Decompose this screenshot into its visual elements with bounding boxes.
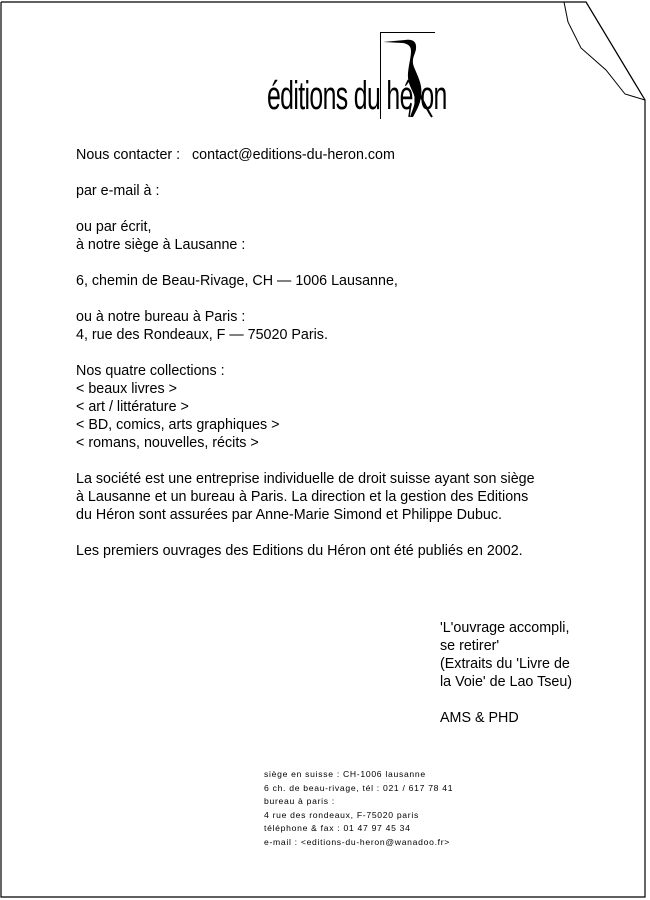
footer-line: téléphone & fax : 01 47 97 45 34 <box>264 823 411 834</box>
paris-address: 4, rue des Rondeaux, F — 75020 Paris. <box>76 327 328 343</box>
contact-email[interactable]: contact@editions-du-heron.com <box>192 147 395 163</box>
contact-line <box>76 146 596 164</box>
about-line: La société est une entreprise individuelle de droit suisse ayant son siège <box>76 471 535 487</box>
collection-item: < art / littérature > <box>76 399 189 415</box>
quote-line: la Voie' de Lao Tseu) <box>440 674 573 690</box>
publisher-logo <box>267 32 447 122</box>
footer-line: 4 rue des rondeaux, F-75020 paris <box>264 809 419 820</box>
by-email-label: par e-mail à : <box>76 183 160 199</box>
contact-heading: Nous contacter : <box>76 147 181 163</box>
quote-line: 'L'ouvrage accompli, <box>440 620 570 636</box>
about-line: à Lausanne et un bureau à Paris. La direction et la gestion des Editions <box>76 489 529 505</box>
collection-item: < BD, comics, arts graphiques > <box>76 417 280 433</box>
by-mail-line-1: ou par écrit, <box>76 219 152 235</box>
paris-intro: ou à notre bureau à Paris : <box>76 309 246 325</box>
about-line: du Héron sont assurées par Anne-Marie Simond et Philippe Dubuc. <box>76 507 502 523</box>
collection-item: < beaux livres > <box>76 381 177 397</box>
collections-heading: Nos quatre collections : <box>76 363 225 379</box>
main-content <box>76 146 596 560</box>
footer-email[interactable]: e-mail : <editions-du-heron@wanadoo.fr> <box>264 836 451 847</box>
quote-line: (Extraits du 'Livre de <box>440 656 570 672</box>
footer-line: siège en suisse : CH-1006 lausanne <box>264 769 426 779</box>
folded-corner <box>564 2 645 100</box>
footer-line: 6 ch. de beau-rivage, tél : 021 / 617 78 41 <box>264 782 454 793</box>
first-publication: Les premiers ouvrages des Editions du Héron ont été publiés en 2002. <box>76 543 523 559</box>
lausanne-address: 6, chemin de Beau-Rivage, CH — 1006 Lausanne, <box>76 273 398 289</box>
signature: AMS & PHD <box>440 710 519 726</box>
collection-item: < romans, nouvelles, récits > <box>76 435 259 451</box>
quote-block <box>440 619 572 727</box>
footer-line: bureau à paris : <box>264 796 335 807</box>
logo-wordmark: éditions du héron <box>267 74 447 118</box>
by-mail-line-2: à notre siège à Lausanne : <box>76 237 246 253</box>
footer-address-block <box>264 768 453 850</box>
quote-line: se retirer' <box>440 638 500 654</box>
